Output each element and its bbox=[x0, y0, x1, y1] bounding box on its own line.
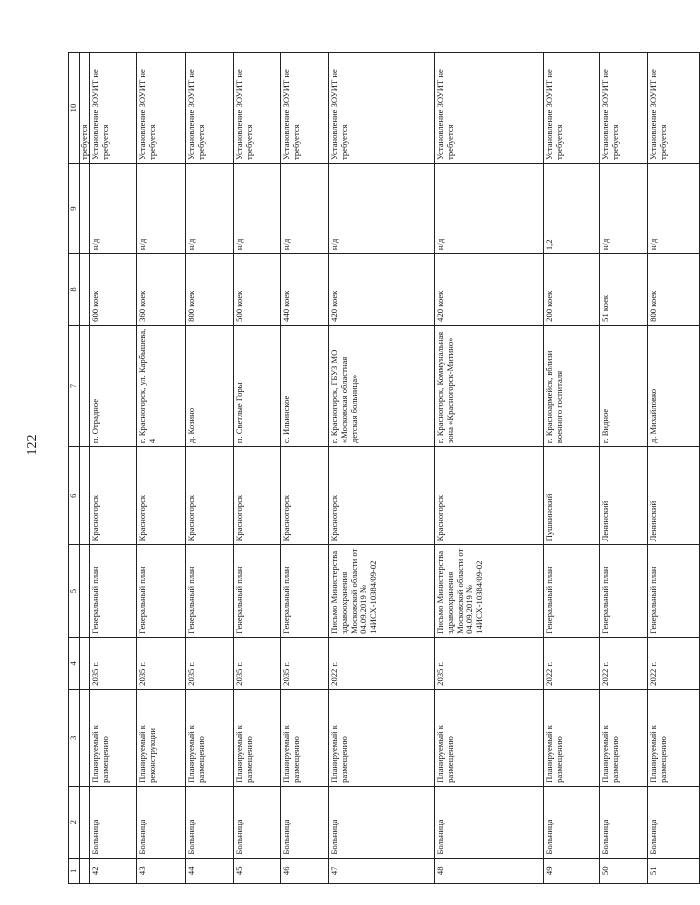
column-number: 8 bbox=[69, 254, 80, 326]
location-cell: д. Козино bbox=[186, 325, 234, 446]
district-cell: Пушкинский bbox=[544, 447, 600, 545]
column-number: 7 bbox=[69, 325, 80, 446]
object-status-cell: Планируемый к размещению bbox=[186, 689, 234, 786]
object-status-cell: Планируемый к реконструкции bbox=[137, 689, 186, 786]
object-status-cell: Планируемый к размещению bbox=[281, 689, 329, 786]
area-cell: н/д bbox=[234, 164, 281, 254]
target-year-cell: 2035 г. bbox=[435, 637, 544, 689]
district-cell: Красногорск bbox=[329, 447, 435, 545]
location-cell: п. Светлые Горы bbox=[234, 325, 281, 446]
area-cell: н/д bbox=[137, 164, 186, 254]
target-year-cell: 2035 г. bbox=[137, 637, 186, 689]
table-row bbox=[281, 53, 329, 884]
target-year-cell: 2022 г. bbox=[648, 637, 700, 689]
district-cell: Красногорск bbox=[186, 447, 234, 545]
capacity-cell: 51 коек bbox=[600, 254, 648, 326]
table-row bbox=[544, 53, 600, 884]
row-number-cell: 45 bbox=[234, 858, 281, 883]
target-year-cell: 2035 г. bbox=[281, 637, 329, 689]
target-year-cell: 2022 г. bbox=[329, 637, 435, 689]
object-status-cell: Планируемый к размещению bbox=[234, 689, 281, 786]
column-number: 3 bbox=[69, 689, 80, 786]
capacity-cell: 600 коек bbox=[90, 254, 137, 326]
district-cell: Красногорск bbox=[281, 447, 329, 545]
location-cell: г. Красногорск, ГБУЗ МО «Московская областная детская больница» bbox=[329, 325, 435, 446]
capacity-cell: 500 коек bbox=[234, 254, 281, 326]
facilities-table bbox=[68, 52, 700, 884]
location-cell: г. Красногорск, ул. Карбышева, 4 bbox=[137, 325, 186, 446]
object-name-cell: Больница bbox=[186, 786, 234, 858]
basis-document-cell: Генеральный план bbox=[186, 545, 234, 637]
object-status-cell: Планируемый к размещению bbox=[90, 689, 137, 786]
district-cell: Ленинский bbox=[600, 447, 648, 545]
capacity-cell: 420 коек bbox=[329, 254, 435, 326]
location-cell: п. Отрадное bbox=[90, 325, 137, 446]
zone-status-cell: Установление ЗОУИТ не требуется bbox=[234, 53, 281, 164]
basis-document-cell: Генеральный план bbox=[544, 545, 600, 637]
basis-document-cell: Генеральный план bbox=[600, 545, 648, 637]
area-cell: н/д bbox=[186, 164, 234, 254]
basis-document-cell: Генеральный план bbox=[281, 545, 329, 637]
row-number-cell: 47 bbox=[329, 858, 435, 883]
column-number-row bbox=[69, 53, 80, 884]
basis-document-cell: Письмо Министерства здравоохранения Московской области от 04.09.2019 № 14ИСХ-10384/09-02 bbox=[329, 545, 435, 637]
column-number: 5 bbox=[69, 545, 80, 637]
continuation-text: требуется bbox=[79, 53, 90, 164]
district-cell: Красногорск bbox=[137, 447, 186, 545]
capacity-cell: 440 коек bbox=[281, 254, 329, 326]
column-number: 6 bbox=[69, 447, 80, 545]
location-cell: г. Красноармейск, вблизи военного госпиталя bbox=[544, 325, 600, 446]
row-number-cell: 42 bbox=[90, 858, 137, 883]
zone-status-cell: Установление ЗОУИТ не требуется bbox=[329, 53, 435, 164]
document-table-region bbox=[68, 52, 668, 884]
table-row bbox=[234, 53, 281, 884]
location-cell: с. Ильинское bbox=[281, 325, 329, 446]
object-name-cell: Больница bbox=[329, 786, 435, 858]
column-number: 1 bbox=[69, 858, 80, 883]
row-number-cell: 46 bbox=[281, 858, 329, 883]
table-row bbox=[90, 53, 137, 884]
zone-status-cell: Установление ЗОУИТ не требуется bbox=[137, 53, 186, 164]
basis-document-cell: Генеральный план bbox=[90, 545, 137, 637]
location-cell: г. Красногорск, Коммунальная зона «Красногорск-Митино» bbox=[435, 325, 544, 446]
column-number: 4 bbox=[69, 637, 80, 689]
district-cell: Ленинский bbox=[648, 447, 700, 545]
object-name-cell: Больница bbox=[435, 786, 544, 858]
object-status-cell: Планируемый к размещению bbox=[600, 689, 648, 786]
zone-status-cell: Установление ЗОУИТ не требуется bbox=[600, 53, 648, 164]
district-cell: Красногорск bbox=[435, 447, 544, 545]
area-cell: н/д bbox=[329, 164, 435, 254]
zone-status-cell: Установление ЗОУИТ не требуется bbox=[435, 53, 544, 164]
continuation-row bbox=[79, 53, 90, 884]
object-name-cell: Больница bbox=[281, 786, 329, 858]
area-cell: н/д bbox=[435, 164, 544, 254]
object-name-cell: Больница bbox=[90, 786, 137, 858]
row-number-cell: 44 bbox=[186, 858, 234, 883]
district-cell: Красногорск bbox=[90, 447, 137, 545]
object-status-cell: Планируемый к размещению bbox=[435, 689, 544, 786]
area-cell: н/д bbox=[90, 164, 137, 254]
object-status-cell: Планируемый к размещению bbox=[544, 689, 600, 786]
target-year-cell: 2035 г. bbox=[90, 637, 137, 689]
zone-status-cell: Установление ЗОУИТ не требуется bbox=[90, 53, 137, 164]
capacity-cell: 420 коек bbox=[435, 254, 544, 326]
object-name-cell: Больница bbox=[234, 786, 281, 858]
table-row bbox=[648, 53, 700, 884]
location-cell: г. Видное bbox=[600, 325, 648, 446]
area-cell: 1,2 bbox=[544, 164, 600, 254]
row-number-cell: 51 bbox=[648, 858, 700, 883]
object-name-cell: Больница bbox=[600, 786, 648, 858]
basis-document-cell: Генеральный план bbox=[234, 545, 281, 637]
column-number: 10 bbox=[69, 53, 80, 164]
target-year-cell: 2022 г. bbox=[544, 637, 600, 689]
area-cell: н/д bbox=[281, 164, 329, 254]
capacity-cell: 200 коек bbox=[544, 254, 600, 326]
row-number-cell: 43 bbox=[137, 858, 186, 883]
row-number-cell: 50 bbox=[600, 858, 648, 883]
column-number: 9 bbox=[69, 164, 80, 254]
area-cell: н/д bbox=[648, 164, 700, 254]
zone-status-cell: Установление ЗОУИТ не требуется bbox=[544, 53, 600, 164]
object-status-cell: Планируемый к размещению bbox=[648, 689, 700, 786]
object-name-cell: Больница bbox=[544, 786, 600, 858]
location-cell: д. Михайловко bbox=[648, 325, 700, 446]
target-year-cell: 2035 г. bbox=[234, 637, 281, 689]
zone-status-cell: Установление ЗОУИТ не требуется bbox=[281, 53, 329, 164]
target-year-cell: 2035 г. bbox=[186, 637, 234, 689]
page-number: 122 bbox=[25, 434, 40, 456]
target-year-cell: 2022 г. bbox=[600, 637, 648, 689]
row-number-cell: 49 bbox=[544, 858, 600, 883]
row-number-cell: 48 bbox=[435, 858, 544, 883]
capacity-cell: 360 коек bbox=[137, 254, 186, 326]
basis-document-cell: Генеральный план bbox=[648, 545, 700, 637]
basis-document-cell: Письмо Министерства здравоохранения Московской области от 04.09.2019 № 14ИСХ-10384/09-02 bbox=[435, 545, 544, 637]
object-name-cell: Больница bbox=[137, 786, 186, 858]
table-row bbox=[600, 53, 648, 884]
object-name-cell: Больница bbox=[648, 786, 700, 858]
basis-document-cell: Генеральный план bbox=[137, 545, 186, 637]
table-row bbox=[435, 53, 544, 884]
area-cell: н/д bbox=[600, 164, 648, 254]
capacity-cell: 800 коек bbox=[186, 254, 234, 326]
capacity-cell: 800 коек bbox=[648, 254, 700, 326]
table-row bbox=[137, 53, 186, 884]
object-status-cell: Планируемый к размещению bbox=[329, 689, 435, 786]
table-row bbox=[329, 53, 435, 884]
district-cell: Красногорск bbox=[234, 447, 281, 545]
zone-status-cell: Установление ЗОУИТ не требуется bbox=[648, 53, 700, 164]
zone-status-cell: Установление ЗОУИТ не требуется bbox=[186, 53, 234, 164]
column-number: 2 bbox=[69, 786, 80, 858]
table-row bbox=[186, 53, 234, 884]
